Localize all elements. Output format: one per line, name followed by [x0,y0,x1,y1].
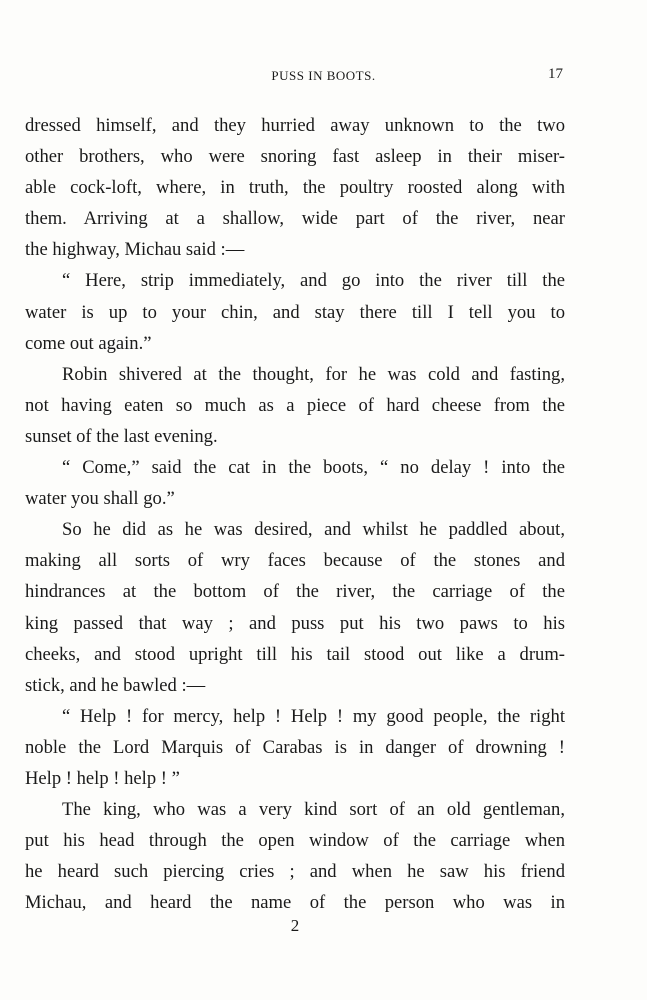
text-line: other brothers, who were snoring fast asleep in their miser- [25,146,565,168]
text-line: able cock-loft, where, in truth, the poultry roosted along with [25,177,565,199]
text-line: Michau, and heard the name of the person who was in [25,892,565,914]
text-line: not having eaten so much as a piece of hard cheese from the [25,394,565,416]
text-line: making all sorts of wry faces because of the stones and [25,550,565,572]
text-line: Help ! help ! help ! ” [25,767,180,789]
text-line: water is up to your chin, and stay there till I tell you to [25,301,565,323]
text-line: the highway, Michau said :— [25,239,245,261]
signature-mark: 2 [290,916,300,935]
text-line: stick, and he bawled :— [25,674,206,696]
text-line: cheeks, and stood upright till his tail stood out like a drum- [25,643,565,665]
text-line: “ Come,” said the cat in the boots, “ no delay ! into the [62,457,565,479]
text-line: noble the Lord Marquis of Carabas is in danger of drowning ! [25,736,565,758]
text-line: water you shall go.” [25,488,175,510]
text-line: king passed that way ; and puss put his two paws to his [25,612,565,634]
text-line: dressed himself, and they hurried away unknown to the two [25,115,565,136]
text-line: “ Help ! for mercy, help ! Help ! my good people, the right [62,705,565,727]
text-line: hindrances at the bottom of the river, the carriage of the [25,581,565,603]
text-line: sunset of the last evening. [25,425,218,447]
running-head [0,62,647,86]
text-line: put his head through the open window of the carriage when [25,830,565,852]
text-line: them. Arriving at a shallow, wide part of the river, near [25,208,565,230]
text-line: The king, who was a very kind sort of an old gentleman, [62,799,565,821]
running-title: PUSS IN BOOTS. [271,68,376,83]
body-text [25,110,565,918]
text-line: come out again.” [25,332,152,354]
text-line: he heard such piercing cries ; and when he saw his friend [25,861,565,883]
page-number: 17 [548,66,563,82]
text-line: “ Here, strip immediately, and go into the river till the [62,270,565,292]
text-line: So he did as he was desired, and whilst he paddled about, [62,519,565,541]
text-line: Robin shivered at the thought, for he was cold and fasting, [62,363,565,385]
